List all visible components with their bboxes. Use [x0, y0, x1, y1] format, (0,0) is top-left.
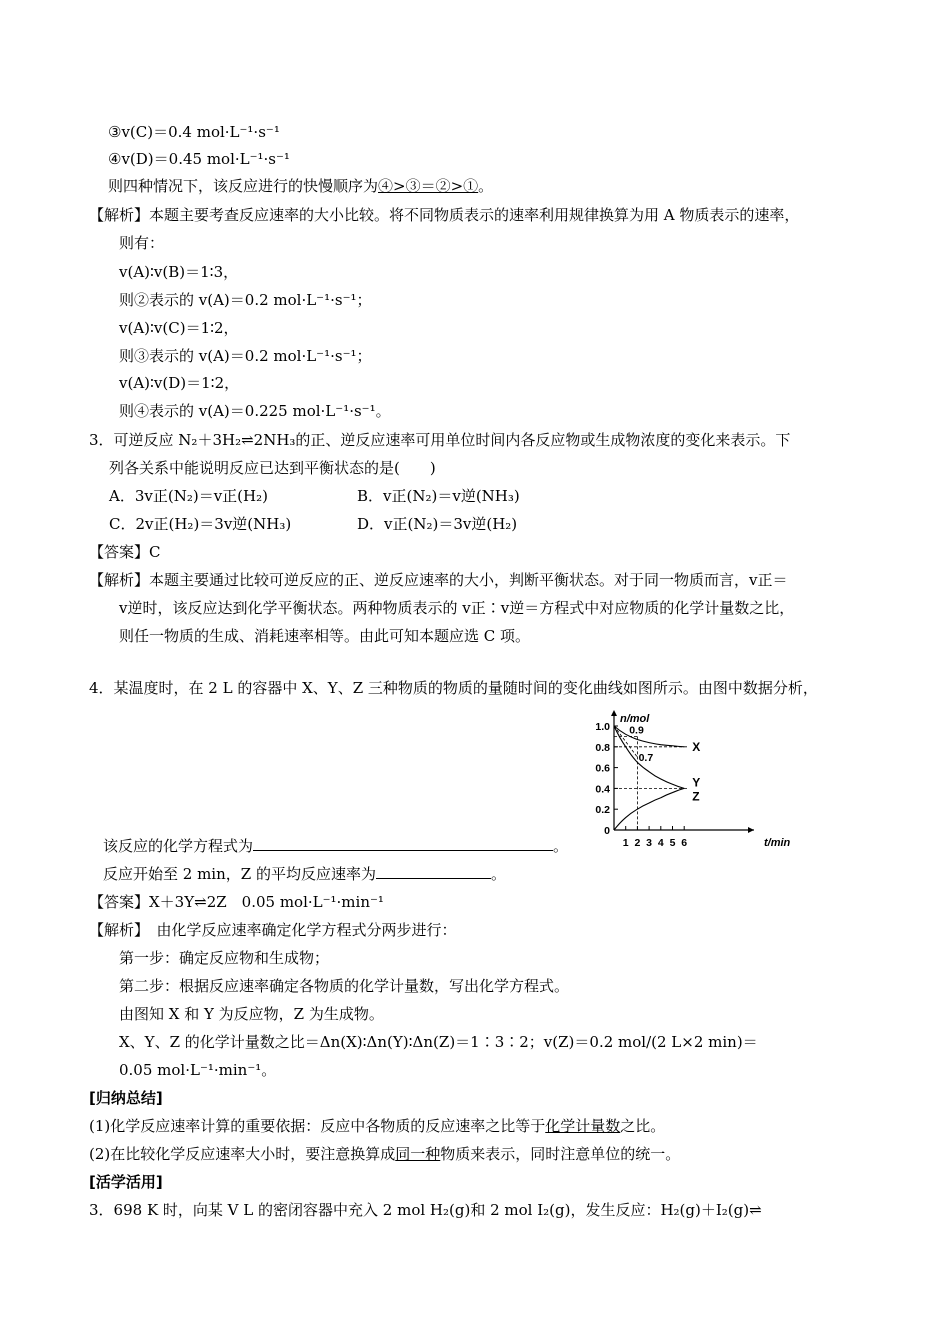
fill-blank: [376, 864, 491, 879]
text-line: 0.05 mol·L⁻¹·min⁻¹。: [119, 1061, 277, 1079]
text-line: 则②表示的 v(A)＝0.2 mol·L⁻¹·s⁻¹；: [119, 291, 372, 309]
section-heading: [归纳总结]: [89, 1089, 163, 1107]
text-span: 之比。: [620, 1117, 666, 1135]
option-c: C．2v正(H₂)＝3v逆(NH₃): [109, 515, 292, 533]
y-tick-label: 1.0: [595, 721, 610, 733]
annotation-label: 0.9: [629, 724, 644, 737]
x-axis-label: t/min: [764, 837, 791, 849]
answer-underline: ④>③＝②>①: [378, 177, 479, 195]
text-line: [89, 1116, 665, 1136]
answer-underline: 同一种: [395, 1145, 441, 1163]
text-line: 则③表示的 v(A)＝0.2 mol·L⁻¹·s⁻¹；: [119, 347, 372, 365]
annotation-label: 0.7: [638, 752, 654, 765]
text-line: 由图知 X 和 Y 为反应物，Z 为生成物。: [119, 1005, 384, 1023]
x-axis-arrow: [748, 827, 754, 833]
text-line: 第一步：确定反应物和生成物；: [119, 949, 330, 967]
option-b: B．v正(N₂)＝v逆(NH₃): [357, 487, 520, 505]
series-line-z: [614, 788, 684, 830]
line-chart: [584, 708, 791, 854]
answer-line: 【答案】C: [89, 543, 161, 561]
fill-blank: [253, 836, 553, 851]
text-span: 则四种情况下，该反应进行的快慢顺序为: [108, 177, 379, 195]
text-span: (1)化学反应速率计算的重要依据：反应中各物质的反应速率之比等于: [89, 1117, 546, 1135]
x-tick-label: 4: [657, 837, 664, 849]
y-axis-label: n/mol: [620, 713, 650, 725]
text-line: 则④表示的 v(A)＝0.225 mol·L⁻¹·s⁻¹。: [119, 402, 391, 420]
text-span: 反应开始至 2 min，Z 的平均反应速率为: [103, 865, 376, 883]
y-tick-label: 0.8: [595, 741, 610, 754]
x-tick-label: 1: [622, 837, 629, 849]
text-span: (2)在比较化学反应速率大小时，要注意换算成: [89, 1145, 396, 1163]
y-axis-arrow: [611, 710, 617, 716]
text-line: ④v(D)＝0.45 mol·L⁻¹·s⁻¹: [108, 150, 290, 168]
y-tick-label: 0: [604, 825, 610, 837]
text-span: 。: [553, 837, 569, 855]
question-3: 3．可逆反应 N₂＋3H₂⇌2NH₃的正、逆反应速率可用单位时间内各反应物或生成物浓度的变化来表示。下: [89, 431, 791, 449]
x-tick-label: 6: [681, 837, 688, 849]
x-tick-label: 2: [634, 837, 641, 849]
question-3-practice: 3．698 K 时，向某 V L 的密闭容器中充入 2 mol H₂(g)和 2 mol I₂(g)，发生反应：H₂(g)＋I₂(g)⇌: [89, 1201, 762, 1219]
text-line: v(A)∶v(C)＝1∶2，: [119, 319, 239, 337]
analysis-heading: 【解析】本题主要通过比较可逆反应的正、逆反应速率的大小，判断平衡状态。对于同一物质而言，v正＝: [89, 571, 788, 589]
text-span: 。: [478, 177, 494, 195]
series-label-y: Y: [692, 775, 701, 790]
text-span: 该反应的化学方程式为: [103, 837, 254, 855]
text-line: [108, 176, 493, 196]
text-line: v逆时，该反应达到化学平衡状态。两种物质表示的 v正∶v逆＝方程式中对应物质的化学计量数之比，: [119, 599, 795, 617]
text-line: ③v(C)＝0.4 mol·L⁻¹·s⁻¹: [108, 123, 280, 141]
y-tick-label: 0.6: [595, 762, 610, 775]
text-line: 列各关系中能说明反应已达到平衡状态的是( ): [109, 459, 436, 477]
option-d: D．v正(N₂)＝3v逆(H₂): [357, 515, 518, 533]
text-line: 第二步：根据反应速率确定各物质的化学计量数，写出化学方程式。: [119, 977, 570, 995]
text-line: 则任一物质的生成、消耗速率相等。由此可知本题应选 C 项。: [119, 627, 531, 645]
text-line: v(A)∶v(B)＝1∶3，: [119, 263, 239, 281]
text-line: [89, 1144, 680, 1164]
y-tick-label: 0.4: [595, 783, 610, 796]
question-4: 4．某温度时，在 2 L 的容器中 X、Y、Z 三种物质的物质的量随时间的变化曲线如图所示。由图中数据分析，: [89, 679, 818, 697]
answer-line: 【答案】X＋3Y⇌2Z 0.05 mol·L⁻¹·min⁻¹: [89, 893, 384, 911]
analysis-heading: 【解析】 由化学反应速率确定化学方程式分两步进行：: [89, 921, 457, 939]
option-a: A．3v正(N₂)＝v正(H₂): [109, 487, 268, 505]
y-tick-label: 0.2: [595, 804, 610, 817]
text-line: [103, 864, 506, 884]
x-tick-label: 3: [646, 837, 653, 849]
text-line: [103, 836, 568, 856]
answer-underline: 化学计量数: [545, 1117, 621, 1135]
text-line: 则有：: [119, 234, 165, 252]
x-tick-label: 5: [669, 837, 676, 849]
series-label-z: Z: [692, 789, 700, 804]
series-label-x: X: [692, 739, 701, 754]
text-span: 。: [490, 865, 506, 883]
section-heading: [活学活用]: [89, 1173, 163, 1191]
text-line: X、Y、Z 的化学计量数之比＝Δn(X)∶Δn(Y)∶Δn(Z)＝1∶3∶2；v(Z)＝0.2 mol/(2 L×2 min)＝: [119, 1033, 758, 1051]
text-span: 物质来表示，同时注意单位的统一。: [440, 1145, 681, 1163]
analysis-heading: 【解析】本题主要考查反应速率的大小比较。将不同物质表示的速率利用规律换算为用 A 物质表示的速率，: [89, 206, 800, 224]
text-line: v(A)∶v(D)＝1∶2，: [119, 374, 240, 392]
